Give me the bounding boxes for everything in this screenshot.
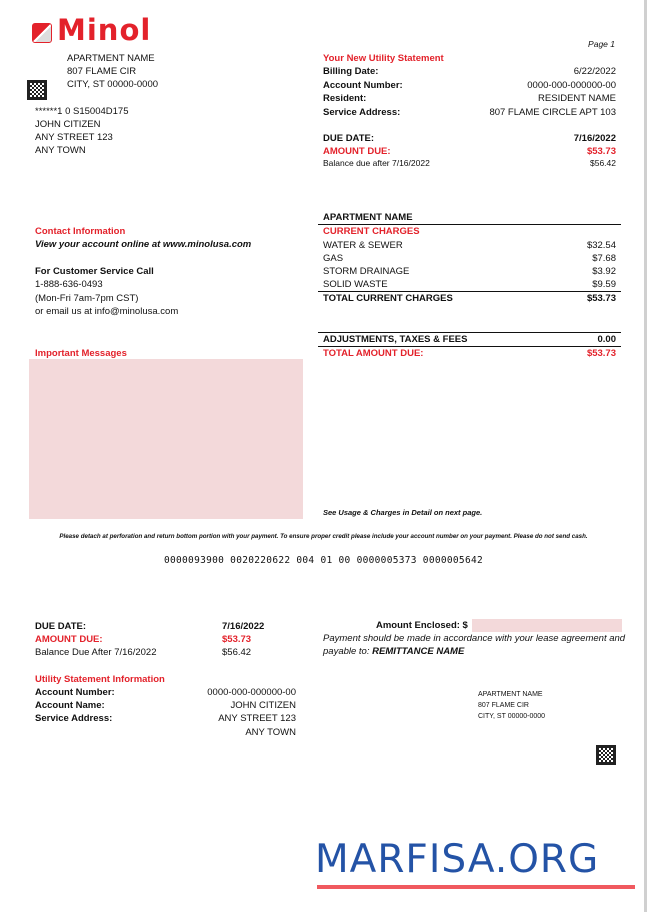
field-label: AMOUNT DUE: bbox=[323, 146, 391, 157]
recipient-line: ANY STREET 123 bbox=[35, 132, 113, 143]
page-number: Page 1 bbox=[588, 39, 615, 49]
email-text: or email us at info@minolusa.com bbox=[35, 306, 179, 317]
stub-balance-label: Balance Due After 7/16/2022 bbox=[35, 647, 157, 658]
remittance-name: REMITTANCE NAME bbox=[372, 646, 465, 657]
remit-line: 807 FLAME CIR bbox=[478, 702, 529, 709]
adjustments-row bbox=[323, 333, 616, 347]
field-label: Balance due after 7/16/2022 bbox=[323, 158, 430, 168]
field-label: Service Address: bbox=[35, 713, 113, 724]
total-label: TOTAL CURRENT CHARGES bbox=[323, 293, 453, 304]
billing-date-row bbox=[323, 65, 616, 79]
section-title: CURRENT CHARGES bbox=[323, 226, 420, 237]
field-label: Service Address: bbox=[323, 106, 401, 118]
adj-label: ADJUSTMENTS, TAXES & FEES bbox=[323, 334, 468, 345]
balance-after-row bbox=[323, 157, 616, 171]
sender-line: APARTMENT NAME bbox=[67, 53, 155, 64]
field-label: Account Name: bbox=[35, 700, 105, 711]
watermark-underline bbox=[317, 885, 635, 889]
charge-value: $7.68 bbox=[592, 253, 616, 264]
service-hours: (Mon-Fri 7am-7pm CST) bbox=[35, 292, 139, 304]
due-date-row bbox=[323, 132, 616, 146]
field-value: 0000-000-000000-00 bbox=[207, 687, 296, 698]
stub-due-label: DUE DATE: bbox=[35, 621, 87, 632]
charge-label: STORM DRAINAGE bbox=[323, 266, 410, 277]
field-value: $56.42 bbox=[590, 158, 616, 168]
contact-title: Contact Information bbox=[35, 226, 126, 237]
recipient-line: ANY TOWN bbox=[35, 145, 86, 156]
website-link[interactable]: View your account online at www.minolusa.com bbox=[35, 239, 252, 250]
detach-instructions: Please detach at perforation and return bottom portion with your payment. To ensure proper credit please include your account number on your payment. Please do not send cash. bbox=[59, 533, 588, 540]
payable-to: payable to: bbox=[323, 646, 373, 657]
stub-amount-label: AMOUNT DUE: bbox=[35, 634, 103, 645]
messages-title: Important Messages bbox=[35, 348, 127, 359]
payment-note: Payment should be made in accordance with your lease agreement and bbox=[323, 633, 626, 644]
charge-row bbox=[323, 239, 616, 253]
recipient-address bbox=[35, 105, 129, 157]
statement-title: Your New Utility Statement bbox=[323, 53, 444, 64]
field-label: Account Number: bbox=[323, 79, 403, 91]
field-label: Account Number: bbox=[35, 687, 115, 698]
charges-apartment bbox=[323, 211, 616, 225]
charge-label: GAS bbox=[323, 253, 344, 264]
total-due-label: TOTAL AMOUNT DUE: bbox=[323, 348, 424, 359]
total-due-value: $53.73 bbox=[586, 348, 616, 359]
messages-box bbox=[29, 359, 303, 519]
remit-address bbox=[478, 689, 545, 722]
field-label: DUE DATE: bbox=[323, 133, 375, 144]
resident-row bbox=[323, 92, 616, 106]
sender-address bbox=[67, 52, 158, 91]
field-value: 6/22/2022 bbox=[573, 66, 616, 77]
field-label: Billing Date: bbox=[323, 66, 379, 77]
field-value: ANY STREET 123 bbox=[218, 713, 296, 724]
charge-row bbox=[323, 278, 616, 292]
stub-balance: $56.42 bbox=[222, 647, 252, 658]
stub-info-title: Utility Statement Information bbox=[35, 674, 165, 685]
current-charges-title bbox=[323, 225, 616, 239]
charge-label: SOLID WASTE bbox=[323, 279, 388, 290]
charge-row bbox=[323, 252, 616, 266]
charge-value: $32.54 bbox=[586, 240, 616, 251]
qr-code-icon bbox=[27, 80, 47, 100]
field-value: 0000-000-000000-00 bbox=[527, 79, 616, 91]
charge-row bbox=[323, 265, 616, 279]
qr-code-icon bbox=[596, 745, 616, 765]
sender-line: 807 FLAME CIR bbox=[67, 66, 137, 77]
sender-line: CITY, ST 00000-0000 bbox=[67, 79, 159, 90]
account-number-row bbox=[323, 79, 616, 93]
stub-amount-due: $53.73 bbox=[222, 634, 252, 645]
field-label: Resident: bbox=[323, 93, 367, 104]
watermark-logo: MARFISA.ORG bbox=[315, 837, 600, 882]
amount-enclosed-label: Amount Enclosed: $ bbox=[376, 620, 468, 631]
amount-enclosed-field[interactable] bbox=[472, 619, 622, 632]
phone-number: 1-888-636-0493 bbox=[35, 279, 103, 290]
total-due-row bbox=[323, 347, 616, 361]
charge-label: WATER & SEWER bbox=[323, 240, 403, 251]
stub-due-date: 7/16/2022 bbox=[222, 621, 265, 632]
charge-value: $9.59 bbox=[592, 279, 616, 290]
detail-note: See Usage & Charges in Detail on next page. bbox=[323, 508, 483, 517]
total-charges-row bbox=[323, 292, 616, 306]
field-value: JOHN CITIZEN bbox=[230, 700, 296, 711]
field-value: RESIDENT NAME bbox=[538, 93, 616, 104]
apartment-name: APARTMENT NAME bbox=[323, 212, 413, 223]
scan-line: 0000093900 0020220622 004 01 00 0000005373 0000005642 bbox=[163, 555, 484, 566]
adj-value: 0.00 bbox=[597, 334, 616, 345]
recipient-line: JOHN CITIZEN bbox=[35, 119, 101, 130]
remit-line: CITY, ST 00000-0000 bbox=[478, 713, 546, 720]
mail-code: ******1 0 S15004D175 bbox=[35, 106, 129, 117]
remit-line: APARTMENT NAME bbox=[478, 691, 543, 698]
charge-value: $3.92 bbox=[592, 266, 616, 277]
field-value: ANY TOWN bbox=[245, 727, 296, 738]
total-value: $53.73 bbox=[586, 293, 616, 304]
service-title: For Customer Service Call bbox=[35, 266, 154, 277]
field-value: 7/16/2022 bbox=[573, 133, 616, 144]
logo-mark-icon bbox=[32, 23, 52, 43]
field-value: 807 FLAME CIRCLE APT 103 bbox=[489, 106, 616, 118]
service-address-row bbox=[323, 106, 616, 120]
field-value: $53.73 bbox=[586, 146, 616, 157]
